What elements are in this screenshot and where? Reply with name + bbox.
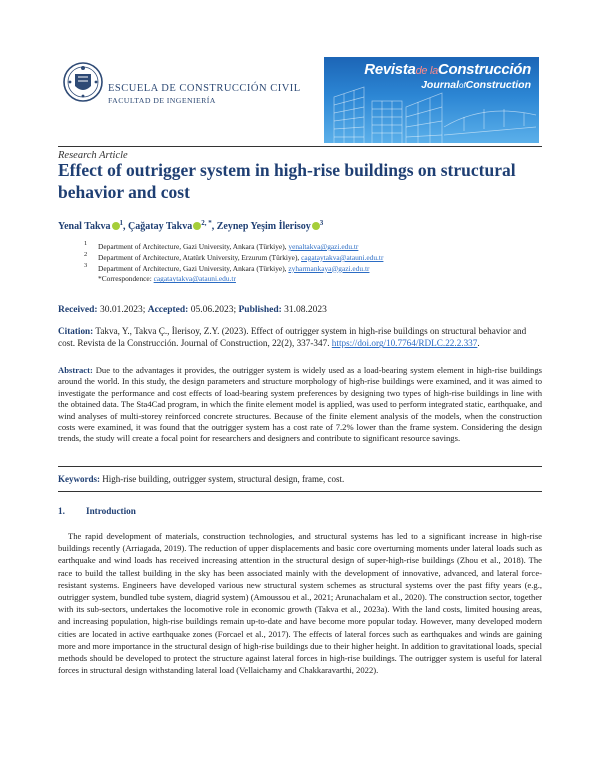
author-list: Yenal Takva $^1$, Çağatay Takva $^{2, *}$, Zeynep Yeşim İlerisoy $^3$ [58,219,324,232]
section-title: Introduction [86,506,136,516]
article-dates [58,305,327,315]
abstract-block [58,365,542,445]
orcid-icon[interactable] [312,222,320,230]
received-date: 30.01.2023; [99,305,146,315]
received-label: Received: [58,305,98,315]
article-title: Effect of outrigger system in high-rise buildings on structural behavior and cost [58,160,516,202]
journal-title [364,61,531,78]
keywords-label: Keywords: [58,474,100,484]
keywords-rule [58,491,542,492]
published-date: 31.08.2023 [284,305,327,315]
section-number: 1. [58,506,65,516]
correspondence-row [84,274,383,285]
affiliation-row [84,261,383,275]
journal-subtitle-part: of [459,81,466,90]
accepted-date: 05.06.2023; [190,305,237,315]
orcid-icon[interactable] [112,222,120,230]
accepted-label: Accepted: [147,305,189,315]
published-label: Published: [238,305,282,315]
journal-title-part: de la [415,65,438,77]
citation-text: Takva, Y., Takva Ç., İlerisoy, Z.Y. (2023). Effect of outrigger system in high-rise buildings on structural behavior and cost. Revista de la Construcción. Journal of Construction, 22(2), 337-347. [58,326,527,349]
author-name[interactable]: Yenal Takva [58,221,111,232]
affiliation-row [84,250,384,264]
affiliation-text: Department of Architecture, Gazi University, Ankara (Türkiye), [98,263,289,273]
university-seal-icon [62,58,104,108]
section-heading [58,506,136,516]
journal-title-part: Construcción [437,61,531,78]
author-affil-mark: 2, * [201,219,212,227]
affiliation-list [84,242,383,285]
correspondence-label: *Correspondence: [98,274,154,284]
body-paragraph: The rapid development of materials, construction technologies, and structural systems has led to a significant increase in high-rise buildings recently (Arriagada, 2019). The reduction of upper displacements and basic core overturning moments under lateral loads such as earthquake and wind loads has received increasing attention in the structural design of super-high-rise buildings (Zhou et al., 2018). The race to build the tallest building in the sky has been associated mainly with the development of innovative, advanced, and lateral force-resistant systems. Engineers have developed various new structural system schemes as structural systems over the past fifty years (e.g., outrigger system, bundled tube system, diagrid system) (Amoussou et al., 2021; Arunachalam et al., 2020). The construction sector, together with its sub-sectors, undertakes the locomotive role in economic growth (Takva et al., 2023a). With the land costs, limited housing areas, and increasing population, high-rise buildings remain up-to-date and have become more popular today. However, many developed modern cities are located in active earthquake zones (Forcael et al., 2017). The effects of lateral forces such as earthquakes and winds are gaining more and more importance in the structural design of high-rise buildings due to their higher height. In addition to gravitational loads, special methods should be developed to protect the structure against lateral forces in high-rise buildings. The outrigger system is useful for lateral forces in structural design withstanding lateral load (Vellaichamy and Chakkaravarthi, 2022). [58,531,542,676]
author-affil-mark: 3 [319,219,324,227]
journal-subtitle [421,79,531,91]
affiliation-number: 3 [84,261,88,269]
journal-banner [324,57,539,143]
abstract-text: Due to the advantages it provides, the outrigger system is widely used as a load-bearing system element in high-rise buildings around the world. In this study, the design parameters and structure morphology of high-rise buildings were examined, and it was aimed to investigate the performance and cost effects of load-bearing system preferences by designing two types of high-rise buildings in line with the obtained data. The Sta4Cad program, in which the finite element model is applied, was used to perform integrated static, earthquake, and wind analyses of multi-storey reinforced concrete structures. Because of the finite element analysis of the models, when the construction costs were examined, it was found that the outrigger system has a cost rate of 7.2% lower than the frame system. Considering the design trends, the study will create a focal point for researchers and designers and contribute to significant resource savings. [58,365,542,444]
school-name: ESCUELA DE CONSTRUCCIÓN CIVIL [108,83,301,94]
author-name[interactable]: Zeynep Yeşim İlerisoy [216,221,311,232]
keywords-block [58,474,344,484]
journal-subtitle-part: Construction [465,79,531,91]
affiliation-number: 1 [84,240,88,247]
affiliation-number: 2 [84,250,88,258]
affiliation-email-link[interactable]: yenaltakva@gazi.edu.tr [288,242,359,251]
correspondence-email-link[interactable]: cagataytakva@atauni.edu.tr [153,274,236,284]
header-rule [58,146,542,147]
affiliation-text: Department of Architecture, Atatürk University, Erzurum (Türkiye), [98,252,302,262]
faculty-name: FACULTAD DE INGENIERÍA [108,96,216,105]
journal-title-part: Revista [364,61,416,78]
citation-end: . [477,338,480,349]
abstract-rule [58,466,542,467]
doi-link[interactable]: https://doi.org/10.7764/RDLC.22.2.337 [331,338,478,349]
abstract-label: Abstract: [58,365,93,375]
keywords-text: High-rise building, outrigger system, structural design, frame, cost. [100,474,345,484]
journal-subtitle-part: Journal [421,79,459,91]
article-type: Research Article [58,150,128,161]
affiliation-email-link[interactable]: cagataytakva@atauni.edu.tr [301,252,384,262]
affiliation-row [84,242,383,253]
affiliation-email-link[interactable]: zyharmankaya@gazi.edu.tr [288,263,370,273]
author-name[interactable]: Çağatay Takva [128,221,193,232]
citation-label: Citation: [58,326,94,336]
affiliation-text: Department of Architecture, Gazi University, Ankara (Türkiye), [98,242,289,251]
author-affil-mark: 1 [119,219,124,227]
citation-block [58,325,542,350]
school-logo-block [62,58,301,124]
